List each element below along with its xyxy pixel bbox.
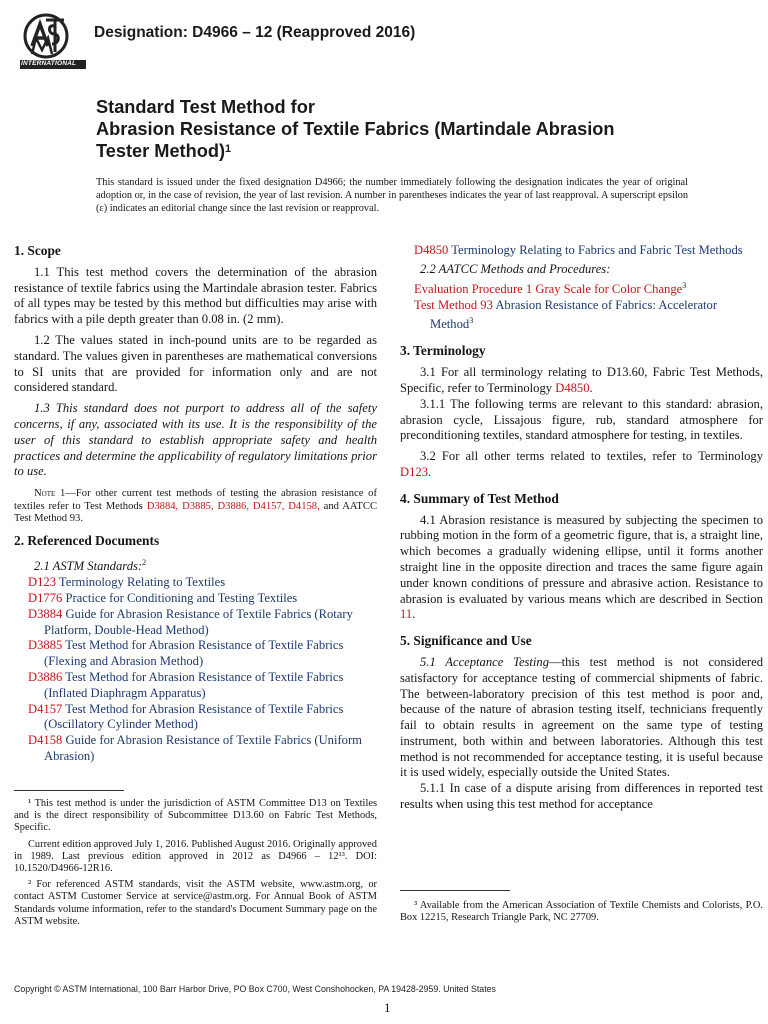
para-2-1-sup: 2 (142, 558, 147, 568)
para-4-1 (400, 513, 763, 624)
ref-code[interactable]: D123 (28, 575, 56, 590)
astm-logo (18, 10, 88, 72)
section-2-heading: 2. Referenced Documents (14, 533, 160, 549)
para-3-1-text: 3.1 For all terminology relating to D13.60, Fabric Test Methods, Specific, refer to Terminology (400, 365, 763, 395)
ref-title[interactable]: Guide for Abrasion Resistance of Textile Fabrics (Uniform Abrasion) (44, 733, 362, 763)
para-4-1-text: 4.1 Abrasion resistance is measured by subjecting the specimen to rubbing motion in the form of a geometric figure, that is, a straight line, which becomes a gradually widening ellipse, until it forms another straight line in the opposite direction and traces the same figure again under known conditions of pressure and abrasive action. Resistance to abrasion is evaluated by various means which are described in Section (400, 512, 763, 606)
ref-d4850[interactable] (400, 243, 763, 259)
ref-aatcc-ep1-text[interactable]: Evaluation Procedure 1 Gray Scale for Color Change (414, 281, 683, 296)
title-line-2: Abrasion Resistance of Textile Fabrics (Martindale Abrasion (96, 119, 615, 139)
ref-d4850-code[interactable]: D4850 (414, 243, 449, 257)
ref-title[interactable]: Test Method for Abrasion Resistance of Textile Fabrics (Flexing and Abrasion Method) (44, 638, 344, 669)
ref-aatcc-tm93[interactable] (400, 298, 763, 334)
para-4-1-end: . (412, 607, 416, 622)
ref-aatcc-tm93-title[interactable]: Abrasion Resistance of Fabrics: Accelerator Method (430, 297, 718, 332)
para-3-2-end: . (428, 464, 432, 479)
designation: Designation: D4966 – 12 (Reapproved 2016) (94, 24, 416, 41)
para-5-1 (400, 655, 763, 781)
ref-code[interactable]: D3885 (28, 638, 63, 653)
note-1-codes[interactable]: D3884, D3885, D3886, D4157, D4158, (146, 500, 320, 512)
ref-code[interactable]: D1776 (28, 590, 63, 605)
note-1-pre: —For other current test methods of testing the abrasion resistance of textiles refer to Test Methods (14, 488, 377, 512)
para-1-1: 1.1 This test method covers the determination of the abrasion resistance of textile fabrics using the Martindale abrasion tester. Fabrics of all types may be tested by this method but difficulties may arise with fabrics with a pile depth greater than 0.08 in. (2 mm). (14, 264, 377, 327)
section-5-heading: 5. Significance and Use (400, 633, 532, 649)
ref-title[interactable]: Test Method for Abrasion Resistance of Textile Fabrics (Inflated Diaphragm Apparatus) (44, 669, 344, 700)
left-footnotes (14, 798, 377, 928)
ref-item[interactable] (14, 733, 377, 765)
title-line-1: Standard Test Method for (96, 97, 315, 117)
ref-aatcc-tm93-code[interactable]: Test Method 93 (414, 297, 493, 312)
para-3-2-link[interactable]: D123 (400, 464, 428, 479)
title-line-3-text: Tester Method) (96, 141, 225, 161)
logo-subtext: INTERNATIONAL (21, 60, 77, 67)
right-footnotes (400, 900, 763, 924)
title-line-3 (96, 140, 614, 162)
footnote-rule-left (14, 790, 124, 791)
para-1-2: 1.2 The values stated in inch-pound units are to be regarded as standard. The values given in parentheses are mathematical conversions to SI units that are provided for information only and are not considered standard. (14, 332, 377, 395)
footnote-1: ¹ This test method is under the jurisdiction of ASTM Committee D13 on Textiles and is the direct responsibility of Subcommittee D13.60 on Fabric Test Methods, Specific. (14, 798, 377, 834)
page-number: 1 (384, 1000, 391, 1015)
footnote-2: ² For referenced ASTM standards, visit the ASTM website, www.astm.org, or contact ASTM Customer Service at service@astm.org. For Annual Book of ASTM Standards volume information, refer to the standard's Document Summary page on the ASTM website. (14, 879, 377, 927)
ref-d4850-title[interactable]: Terminology Relating to Fabrics and Fabric Test Methods (448, 243, 743, 257)
section-1-heading: 1. Scope (14, 243, 61, 258)
ref-title[interactable]: Test Method for Abrasion Resistance of Textile Fabrics (Oscillatory Cylinder Method) (44, 701, 344, 732)
para-3-1-end: . (589, 380, 593, 395)
ref-title[interactable]: Practice for Conditioning and Testing Textiles (62, 590, 298, 605)
ref-item[interactable] (14, 591, 377, 607)
footnote-3: ³ Available from the American Association of Textile Chemists and Colorists, P.O. Box 12215, Research Triangle Park, NC 27709. (400, 900, 763, 924)
right-column (400, 243, 763, 813)
ref-aatcc-ep1-sup: 3 (682, 280, 687, 290)
ref-aatcc-ep1[interactable] (400, 278, 763, 298)
para-3-1 (400, 365, 763, 397)
copyright: Copyright © ASTM International, 100 Barr Harbor Drive, PO Box C700, West Conshohocken, PA 19428-2959. United States (14, 984, 496, 994)
issued-note: This standard is issued under the fixed designation D4966; the number immediately following the designation indicates the year of original adoption or, in the case of revision, the year of last revision. A number in parentheses indicates the year of last reapproval. A superscript epsilon (ε) indicates an editorial change since the last revision or reapproval. (96, 177, 688, 214)
para-2-1 (14, 555, 377, 575)
para-2-1-text: 2.1 ASTM Standards: (34, 559, 143, 574)
para-3-1-link[interactable]: D4850 (555, 380, 590, 395)
para-5-1-text: —this test method is not considered satisfactory for acceptance testing of commercial shipments of fabric. The between-laboratory precision of this test method is poor and, because of the nature of abrasion testing itself, technicians frequently fail to obtain results in agreement on the same type of testing instrument, both within and between laboratories. Although this test method is not recommended for acceptance testing, it is useful because it is used widely, especially outside the United States. (400, 654, 763, 780)
note-1 (14, 488, 377, 525)
footnote-rule-right (400, 890, 510, 891)
para-3-2 (400, 449, 763, 481)
note-1-label: Note 1 (34, 488, 66, 500)
para-5-1-label: 5.1 Acceptance Testing (420, 654, 550, 669)
ref-item[interactable] (14, 607, 377, 639)
para-1-3: 1.3 This standard does not purport to address all of the safety concerns, if any, associated with its use. It is the responsibility of the user of this standard to establish appropriate safety and health practices and determine the applicability of regulatory limitations prior to use. (14, 401, 377, 479)
ref-item[interactable] (14, 702, 377, 734)
para-5-1-1: 5.1.1 In case of a dispute arising from differences in reported test results when using this test method for acceptance (400, 781, 763, 812)
para-3-2-text: 3.2 For all other terms related to textiles, refer to Terminology (420, 449, 763, 464)
para-2-2: 2.2 AATCC Methods and Procedures: (420, 261, 611, 276)
section-4-heading: 4. Summary of Test Method (400, 490, 559, 506)
ref-list (14, 575, 377, 765)
ref-title[interactable]: Guide for Abrasion Resistance of Textile Fabrics (Rotary Platform, Double-Head Method) (44, 606, 353, 637)
ref-title[interactable]: Terminology Relating to Textiles (56, 575, 226, 590)
ref-code[interactable]: D4158 (28, 733, 63, 748)
ref-code[interactable]: D4157 (28, 701, 63, 716)
footnote-1-current-edition: Current edition approved July 1, 2016. Published August 2016. Originally approved in 1989. Last previous edition approved in 2012 as D4966 – 12¹³. DOI: 10.1520/D4966-12R16. (14, 838, 377, 875)
ref-code[interactable]: D3886 (28, 669, 63, 684)
para-3-1-1: 3.1.1 The following terms are relevant to this standard: abrasion, abrasion cycle, Lissajous figure, rub, standard atmosphere for preconditioning textiles, standard atmosphere for testing, in textiles. (400, 396, 763, 443)
ref-item[interactable] (14, 575, 377, 591)
document-title (96, 96, 614, 162)
ref-item[interactable] (14, 638, 377, 670)
ref-aatcc-tm93-sup: 3 (469, 316, 474, 326)
section-3-heading: 3. Terminology (400, 343, 486, 359)
note-1-post: and AATCC Test Method 93. (14, 500, 378, 524)
title-footnote-ref: 1 (225, 143, 232, 155)
para-4-1-link[interactable]: 11 (400, 607, 413, 622)
ref-code[interactable]: D3884 (28, 606, 63, 621)
left-column (14, 243, 377, 765)
ref-item[interactable] (14, 670, 377, 702)
